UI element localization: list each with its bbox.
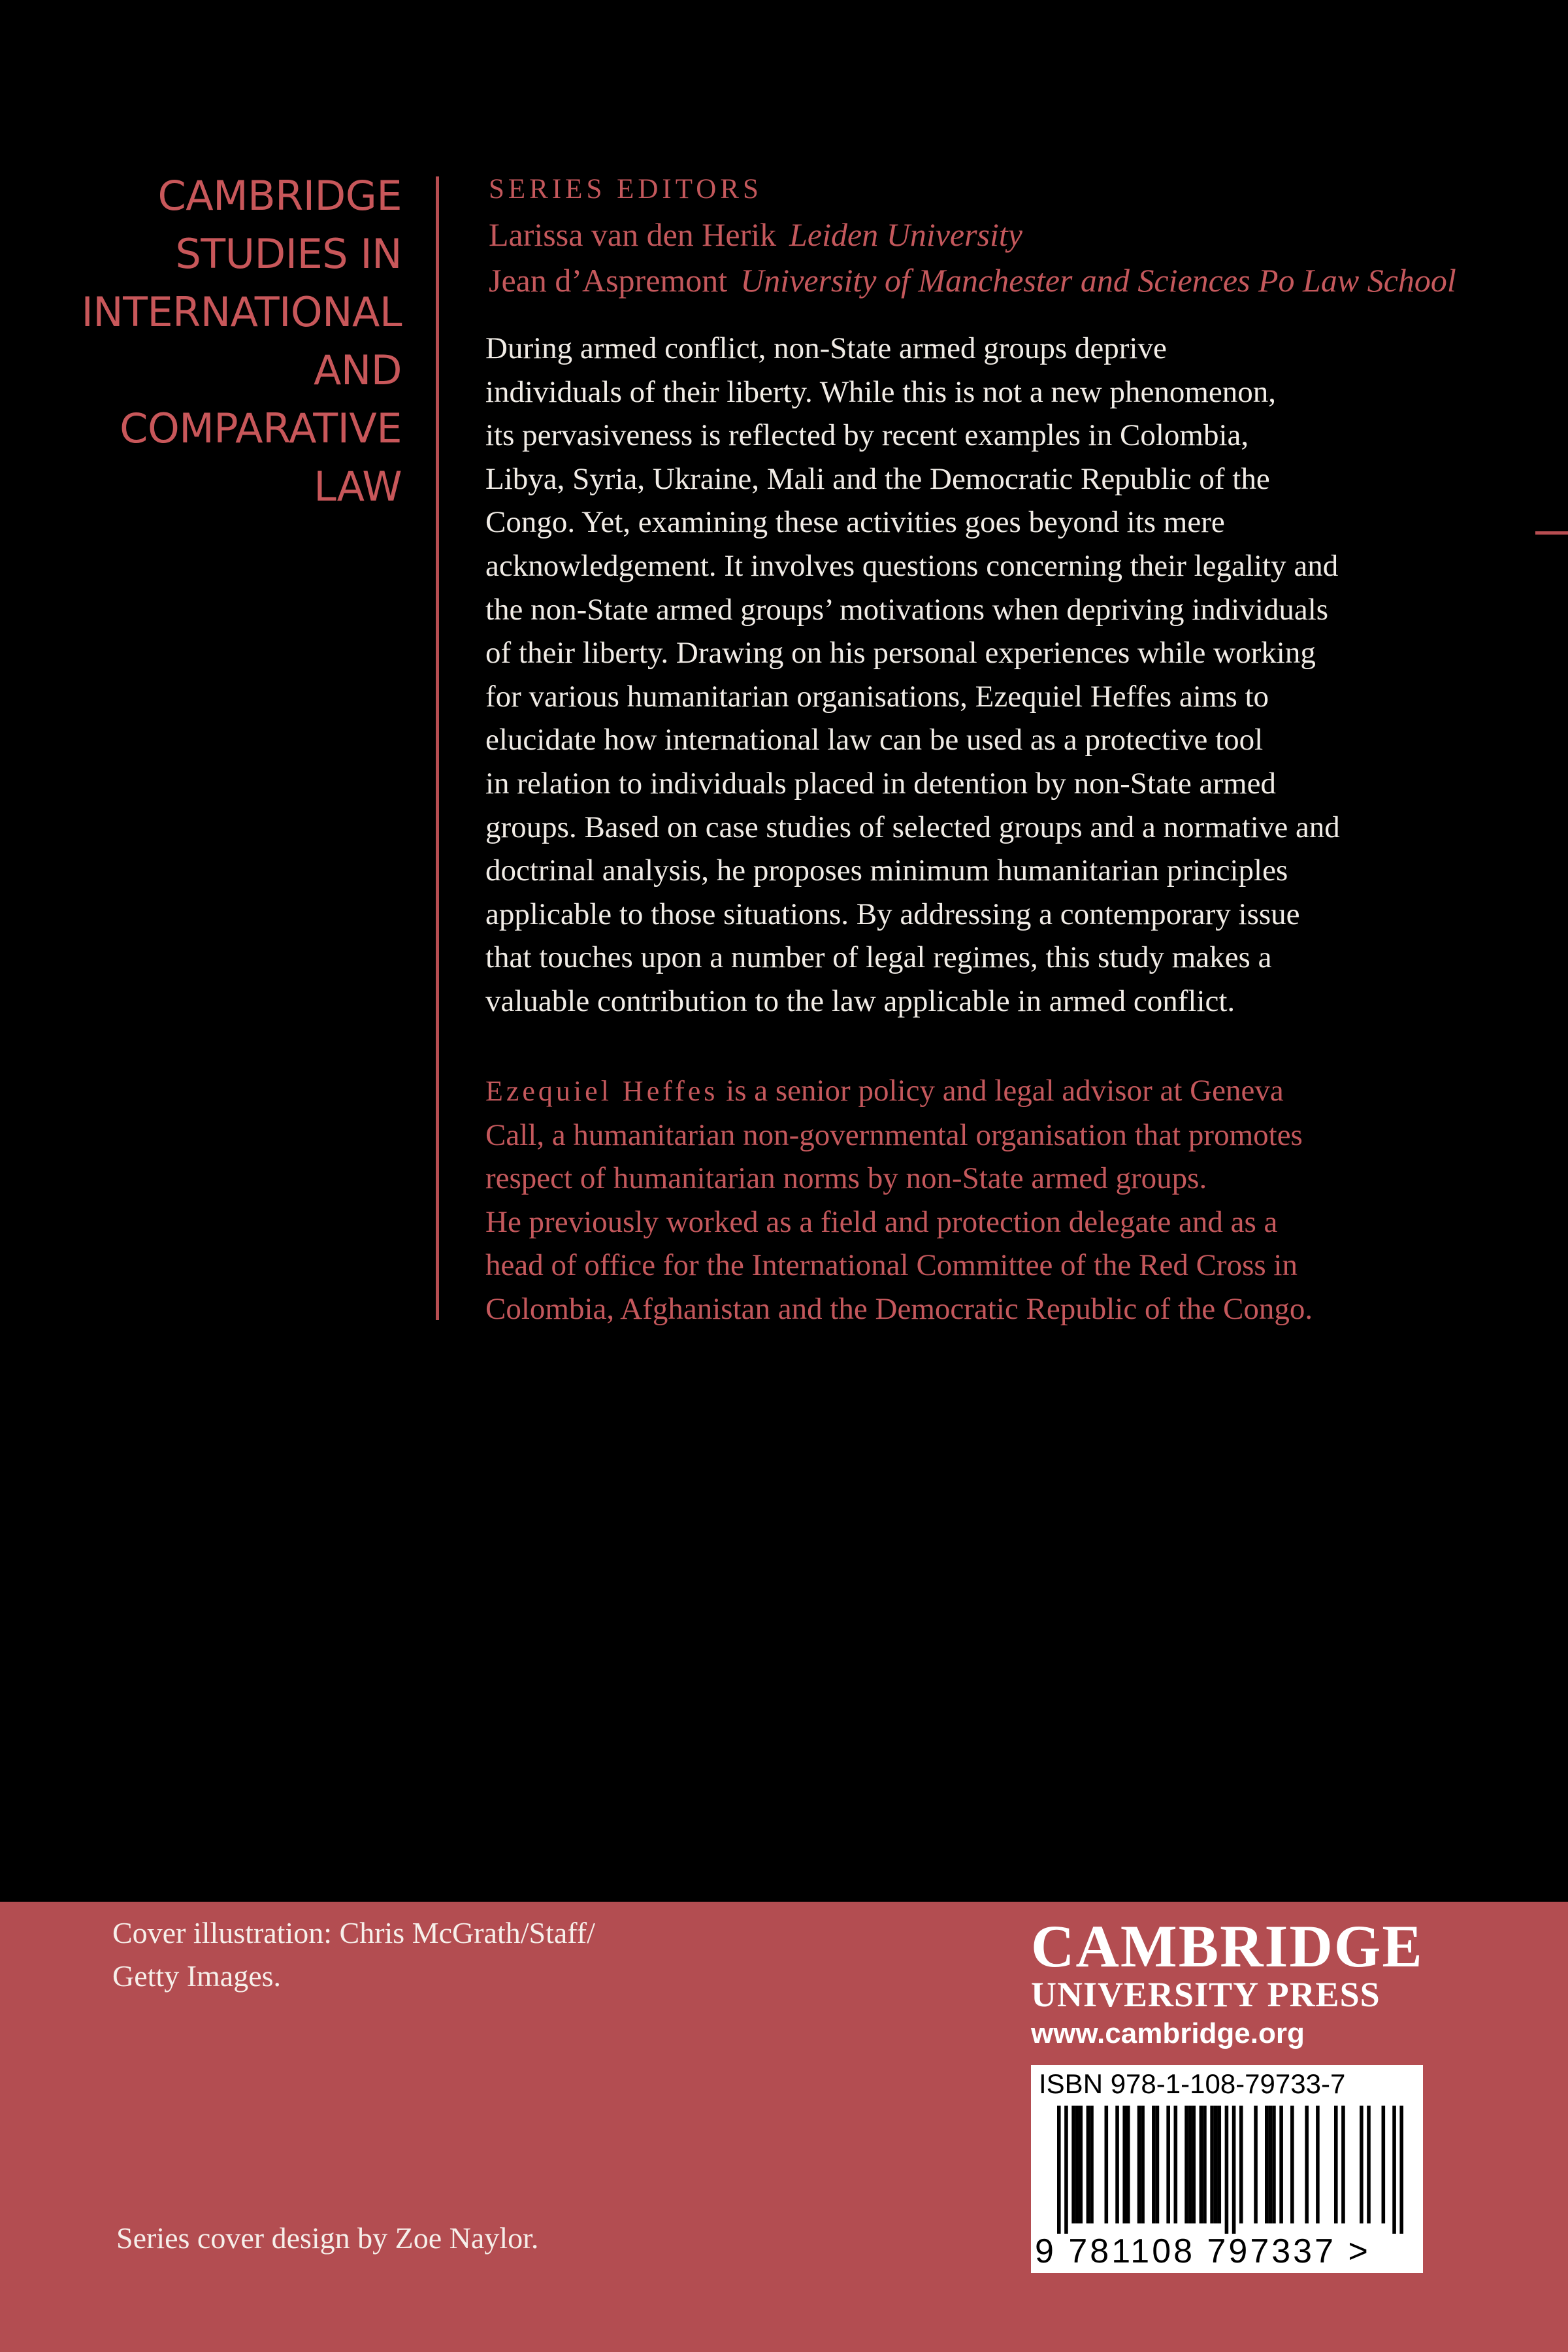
barcode-bar <box>1079 2106 1083 2223</box>
vertical-divider <box>436 176 439 1320</box>
series-title-line: CAMBRIDGE <box>157 172 402 220</box>
publisher-logo <box>1031 1915 1423 2053</box>
description-line: for various humanitarian organisations, Ezequiel Heffes aims to <box>485 679 1269 714</box>
series-title-line: LAW <box>314 463 402 510</box>
barcode-bar <box>1090 2106 1094 2223</box>
cover-illustration-credit <box>112 1912 595 1998</box>
bio-line: respect of humanitarian norms by non-State armed groups. <box>485 1161 1207 1196</box>
editor-entry <box>489 212 1534 257</box>
isbn-label: ISBN 978-1-108-79733-7 <box>1039 2068 1346 2099</box>
barcode-bar <box>1305 2106 1309 2223</box>
barcode-bar <box>1367 2106 1371 2223</box>
barcode-bar <box>1156 2106 1160 2223</box>
series-editors <box>489 171 1534 303</box>
description-line: individuals of their liberty. While this is not a new phenomenon, <box>485 374 1277 409</box>
barcode-bar <box>1086 2106 1090 2223</box>
barcode-bar <box>1137 2106 1141 2223</box>
description-line: valuable contribution to the law applicable in armed conflict. <box>485 984 1235 1018</box>
description-line: in relation to individuals placed in detention by non-State armed <box>485 766 1276 801</box>
barcode-bar <box>1225 2106 1229 2234</box>
barcode-bar <box>1122 2106 1126 2223</box>
barcode-bar <box>1279 2106 1283 2223</box>
credit-line: Getty Images. <box>112 1959 282 1993</box>
barcode-bar <box>1341 2106 1345 2223</box>
barcode-bars <box>1057 2106 1403 2234</box>
description-line: Libya, Syria, Ukraine, Mali and the Democratic Republic of the <box>485 461 1270 496</box>
barcode-bar <box>1239 2106 1243 2223</box>
bio-line <box>485 1069 1531 1114</box>
series-title-line: AND <box>313 346 402 394</box>
barcode-bar <box>1192 2106 1196 2223</box>
barcode-bar <box>1126 2106 1130 2223</box>
barcode-bar <box>1188 2106 1192 2223</box>
series-editors-heading: SERIES EDITORS <box>489 174 762 205</box>
description-line: its pervasiveness is reflected by recent examples in Colombia, <box>485 418 1249 453</box>
author-bio <box>485 1069 1531 1331</box>
editor-name: Jean d’Aspremont <box>489 262 728 299</box>
description-line: the non-State armed groups’ motivations when depriving individuals <box>485 592 1329 627</box>
bio-line: He previously worked as a field and protection delegate and as a <box>485 1204 1278 1239</box>
barcode-bar <box>1254 2106 1258 2223</box>
barcode-bar <box>1399 2106 1403 2234</box>
barcode-bar <box>1334 2106 1338 2223</box>
barcode-bar <box>1200 2106 1203 2223</box>
description-line: elucidate how international law can be used as a protective tool <box>485 723 1264 757</box>
editor-affiliation: University of Manchester and Sciences Po Law School <box>740 262 1456 299</box>
barcode-bar <box>1214 2106 1218 2223</box>
barcode-bar <box>1141 2106 1145 2223</box>
series-title <box>39 167 402 516</box>
barcode-bar <box>1105 2106 1109 2223</box>
barcode-bar <box>1115 2106 1119 2223</box>
barcode-bar <box>1184 2106 1188 2223</box>
barcode-bar <box>1174 2106 1178 2223</box>
barcode-bar <box>1166 2106 1170 2223</box>
bio-line: Call, a humanitarian non-governmental organisation that promotes <box>485 1118 1303 1152</box>
bio-line: Colombia, Afghanistan and the Democratic Republic of the Congo. <box>485 1291 1313 1326</box>
barcode-bar <box>1290 2106 1294 2223</box>
barcode-bar <box>1152 2106 1156 2223</box>
barcode-bar <box>1217 2106 1221 2223</box>
barcode-bar <box>1269 2106 1273 2223</box>
editor-entry <box>489 257 1534 303</box>
barcode-bar <box>1057 2106 1061 2234</box>
barcode-bar <box>1265 2106 1269 2223</box>
description-line: that touches upon a number of legal regimes, this study makes a <box>485 940 1272 975</box>
barcode-bar <box>1071 2106 1075 2223</box>
description-line: acknowledgement. It involves questions concerning their legality and <box>485 548 1339 583</box>
barcode-bar <box>1382 2106 1386 2223</box>
series-title-line: STUDIES IN <box>175 230 402 278</box>
bio-first-line-rest: is a senior policy and legal advisor at Geneva <box>718 1074 1284 1108</box>
barcode-bar <box>1316 2106 1320 2223</box>
series-design-credit: Series cover design by Zoe Naylor. <box>116 2221 539 2255</box>
description-line: Congo. Yet, examining these activities goes beyond its mere <box>485 505 1225 540</box>
ean-digits: 9 781108 797337 > <box>1035 2232 1371 2270</box>
publisher-subtitle: UNIVERSITY PRESS <box>1031 1975 1380 2014</box>
publisher-url: www.cambridge.org <box>1031 2017 1305 2049</box>
publisher-name: CAMBRIDGE <box>1031 1913 1424 1979</box>
author-name: Ezequiel Heffes <box>485 1075 719 1107</box>
editor-affiliation: Leiden University <box>789 216 1022 253</box>
isbn-barcode <box>1031 2065 1423 2273</box>
edge-tick-mark <box>1535 531 1568 535</box>
barcode-bar <box>1075 2106 1079 2223</box>
barcode-bar <box>1232 2106 1236 2234</box>
barcode-bar <box>1392 2106 1396 2234</box>
description-line: doctrinal analysis, he proposes minimum humanitarian principles <box>485 853 1288 888</box>
editor-name: Larissa van den Herik <box>489 216 777 253</box>
bio-line: head of office for the International Committee of the Red Cross in <box>485 1248 1298 1283</box>
series-title-line: INTERNATIONAL <box>81 288 402 336</box>
barcode-bar <box>1360 2106 1364 2223</box>
barcode-bar <box>1272 2106 1276 2223</box>
credit-line: Cover illustration: Chris McGrath/Staff/ <box>112 1916 595 1949</box>
description-line: of their liberty. Drawing on his personal experiences while working <box>485 636 1316 671</box>
description-line: During armed conflict, non-State armed groups deprive <box>485 331 1167 365</box>
barcode-bar <box>1064 2106 1068 2234</box>
series-title-line: COMPARATIVE <box>120 405 402 452</box>
description-line: groups. Based on case studies of selected groups and a normative and <box>485 810 1340 844</box>
description-line: applicable to those situations. By addressing a contemporary issue <box>485 897 1300 931</box>
barcode-bar <box>1203 2106 1207 2223</box>
barcode-bar <box>1210 2106 1214 2223</box>
book-description <box>485 327 1531 1023</box>
